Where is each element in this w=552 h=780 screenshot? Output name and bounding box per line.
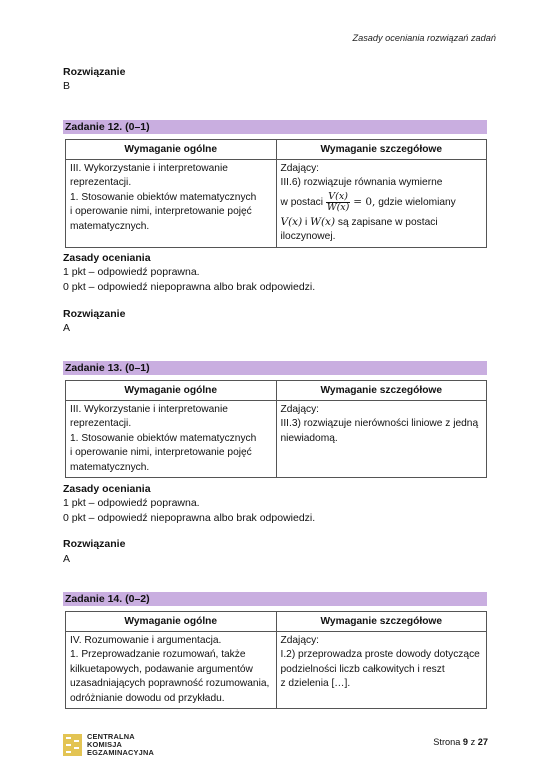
solution-value: B [63, 80, 71, 92]
task-13-solution-value: A [63, 553, 71, 565]
cke-logo-icon [63, 734, 82, 756]
task-13-specific: Zdający: III.3) rozwiązuje nierówności liniowe z jedną niewiadomą. [276, 401, 487, 478]
col-general-header: Wymaganie ogólne [66, 612, 277, 632]
task-12-rule-1: 1 pkt – odpowiedź poprawna. [63, 266, 200, 278]
task-13-general: III. Wykorzystanie i interpretowanie reprezentacji. 1. Stosowanie obiektów matematycznych i operowanie nimi, interpretowanie pojęć matematycznych. [66, 401, 277, 478]
task-12-general: III. Wykorzystanie i interpretowanie reprezentacji. 1. Stosowanie obiektów matematycznych i operowanie nimi, interpretowanie pojęć matematycznych. [66, 160, 277, 248]
page-header: Zasady oceniania rozwiązań zadań [352, 33, 496, 43]
task-14-general: IV. Rozumowanie i argumentacja. 1. Przeprowadzanie rozumowań, także kilkuetapowych, podawanie argumentów uzasadniających poprawność rozumowania, odróżnianie dowodu od przykładu. [66, 632, 277, 709]
task-13-rules-label: Zasady oceniania [63, 483, 151, 495]
task-13-title: Zadanie 13. (0–1) [63, 361, 487, 375]
task-12-solution-value: A [63, 322, 71, 334]
col-specific-header: Wymaganie szczegółowe [276, 140, 487, 160]
cke-logo [63, 733, 154, 758]
fraction-formula: $\frac{V(x)}{W(x)}$ [326, 190, 350, 213]
task-12-title: Zadanie 12. (0–1) [63, 120, 487, 134]
task-13-solution-label: Rozwiązanie [63, 538, 126, 550]
col-specific-header: Wymaganie szczegółowe [276, 381, 487, 401]
task-12-solution-label: Rozwiązanie [63, 308, 126, 320]
task-14-specific: Zdający: I.2) przeprowadza proste dowody dotyczące podzielności liczb całkowitych i reszt z dzielenia […]. [276, 632, 487, 709]
task-12-specific: Zdający: III.6) rozwiązuje równania wymierne w postaci $\frac{V(x)}{W(x)}$ = 0, gdzie wielomiany V(x) i W(x) są zapisane w postaci iloczynowej. [276, 160, 487, 248]
task-12-rules-label: Zasady oceniania [63, 252, 151, 264]
task-13-rule-0: 0 pkt – odpowiedź niepoprawna albo brak odpowiedzi. [63, 512, 316, 524]
cke-logo-text: CENTRALNA KOMISJA EGZAMINACYJNA [87, 732, 155, 758]
task-13-requirements-table [65, 380, 487, 478]
solution-label: Rozwiązanie [63, 66, 126, 78]
task-14-requirements-table [65, 611, 487, 709]
task-12-rule-0: 0 pkt – odpowiedź niepoprawna albo brak odpowiedzi. [63, 281, 316, 293]
task-14-title: Zadanie 14. (0–2) [63, 592, 487, 606]
col-general-header: Wymaganie ogólne [66, 381, 277, 401]
page-number: Strona 9 z 27 [433, 737, 488, 747]
task-13-rule-1: 1 pkt – odpowiedź poprawna. [63, 497, 200, 509]
col-specific-header: Wymaganie szczegółowe [276, 612, 487, 632]
col-general-header: Wymaganie ogólne [66, 140, 277, 160]
task-12-requirements-table [65, 139, 487, 248]
